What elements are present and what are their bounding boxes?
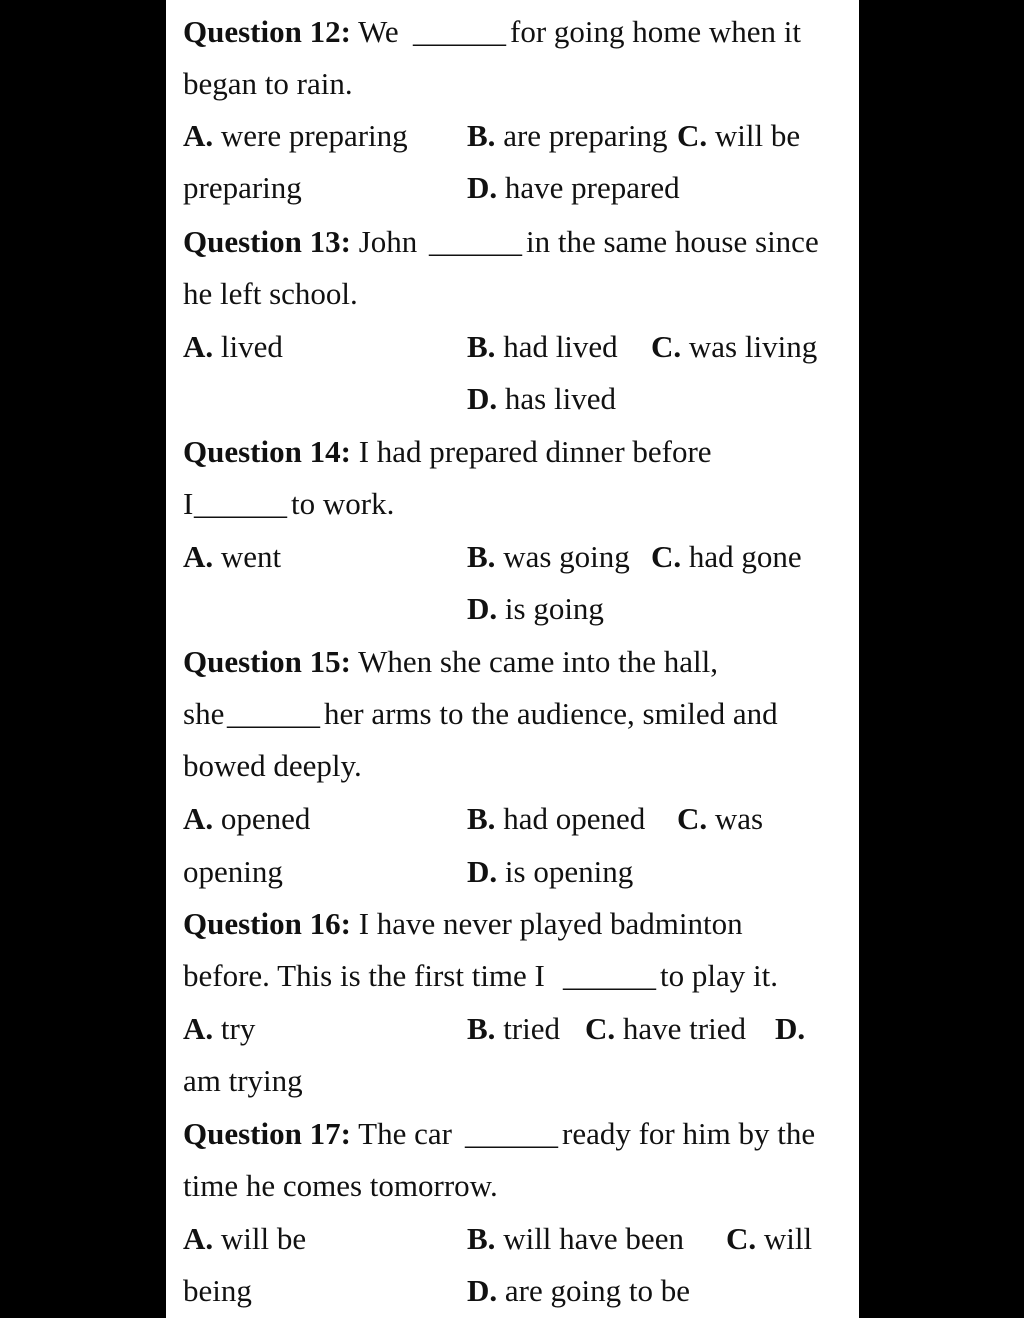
option-a: A. lived (183, 329, 283, 364)
option-c: C. will (726, 1221, 813, 1256)
question-13-label: Question 13: (183, 224, 351, 259)
option-d: D. have prepared (467, 170, 680, 205)
option-b: B. was going (467, 539, 630, 574)
question-12-stem-cont: began to rain. (183, 66, 353, 101)
option-b: B. tried (467, 1011, 560, 1046)
question-13-stem-cont: he left school. (183, 276, 358, 311)
option-b: B. are preparing (467, 118, 668, 153)
option-a: A. were preparing (183, 118, 408, 153)
option-b: B. will have been (467, 1221, 684, 1256)
option-c: C. will be (677, 118, 801, 153)
option-a: A. will be (183, 1221, 307, 1256)
option-c: C. was (677, 801, 764, 836)
answer-blank: ______ (563, 958, 656, 993)
option-c-cont: opening (183, 854, 283, 889)
option-b: B. had opened (467, 801, 646, 836)
answer-blank: ______ (227, 696, 320, 731)
question-16-label: Question 16: (183, 906, 351, 941)
option-d: D. has lived (467, 381, 616, 416)
option-a: A. try (183, 1011, 256, 1046)
answer-blank: ______ (465, 1116, 558, 1151)
option-c: C. had gone (651, 539, 802, 574)
question-17-stem-cont: time he comes tomorrow. (183, 1168, 498, 1203)
option-c: C. was living (651, 329, 818, 364)
answer-blank: ______ (194, 486, 287, 521)
option-d: D. are going to be (467, 1273, 690, 1308)
option-b: B. had lived (467, 329, 618, 364)
option-a: A. opened (183, 801, 311, 836)
question-15-stem-cont2: bowed deeply. (183, 748, 362, 783)
option-d: D. is going (467, 591, 604, 626)
answer-blank: ______ (413, 14, 506, 49)
question-14-label: Question 14: (183, 434, 351, 469)
option-d-cont: am trying (183, 1063, 303, 1098)
option-d: D. is opening (467, 854, 634, 889)
option-c-cont: being (183, 1273, 252, 1308)
option-c-cont: preparing (183, 170, 302, 205)
option-a: A. went (183, 539, 282, 574)
question-12-label: Question 12: (183, 14, 351, 49)
question-17-label: Question 17: (183, 1116, 351, 1151)
option-d: D. (775, 1011, 806, 1046)
question-15-label: Question 15: (183, 644, 351, 679)
answer-blank: ______ (429, 224, 522, 259)
option-c: C. have tried (585, 1011, 746, 1046)
